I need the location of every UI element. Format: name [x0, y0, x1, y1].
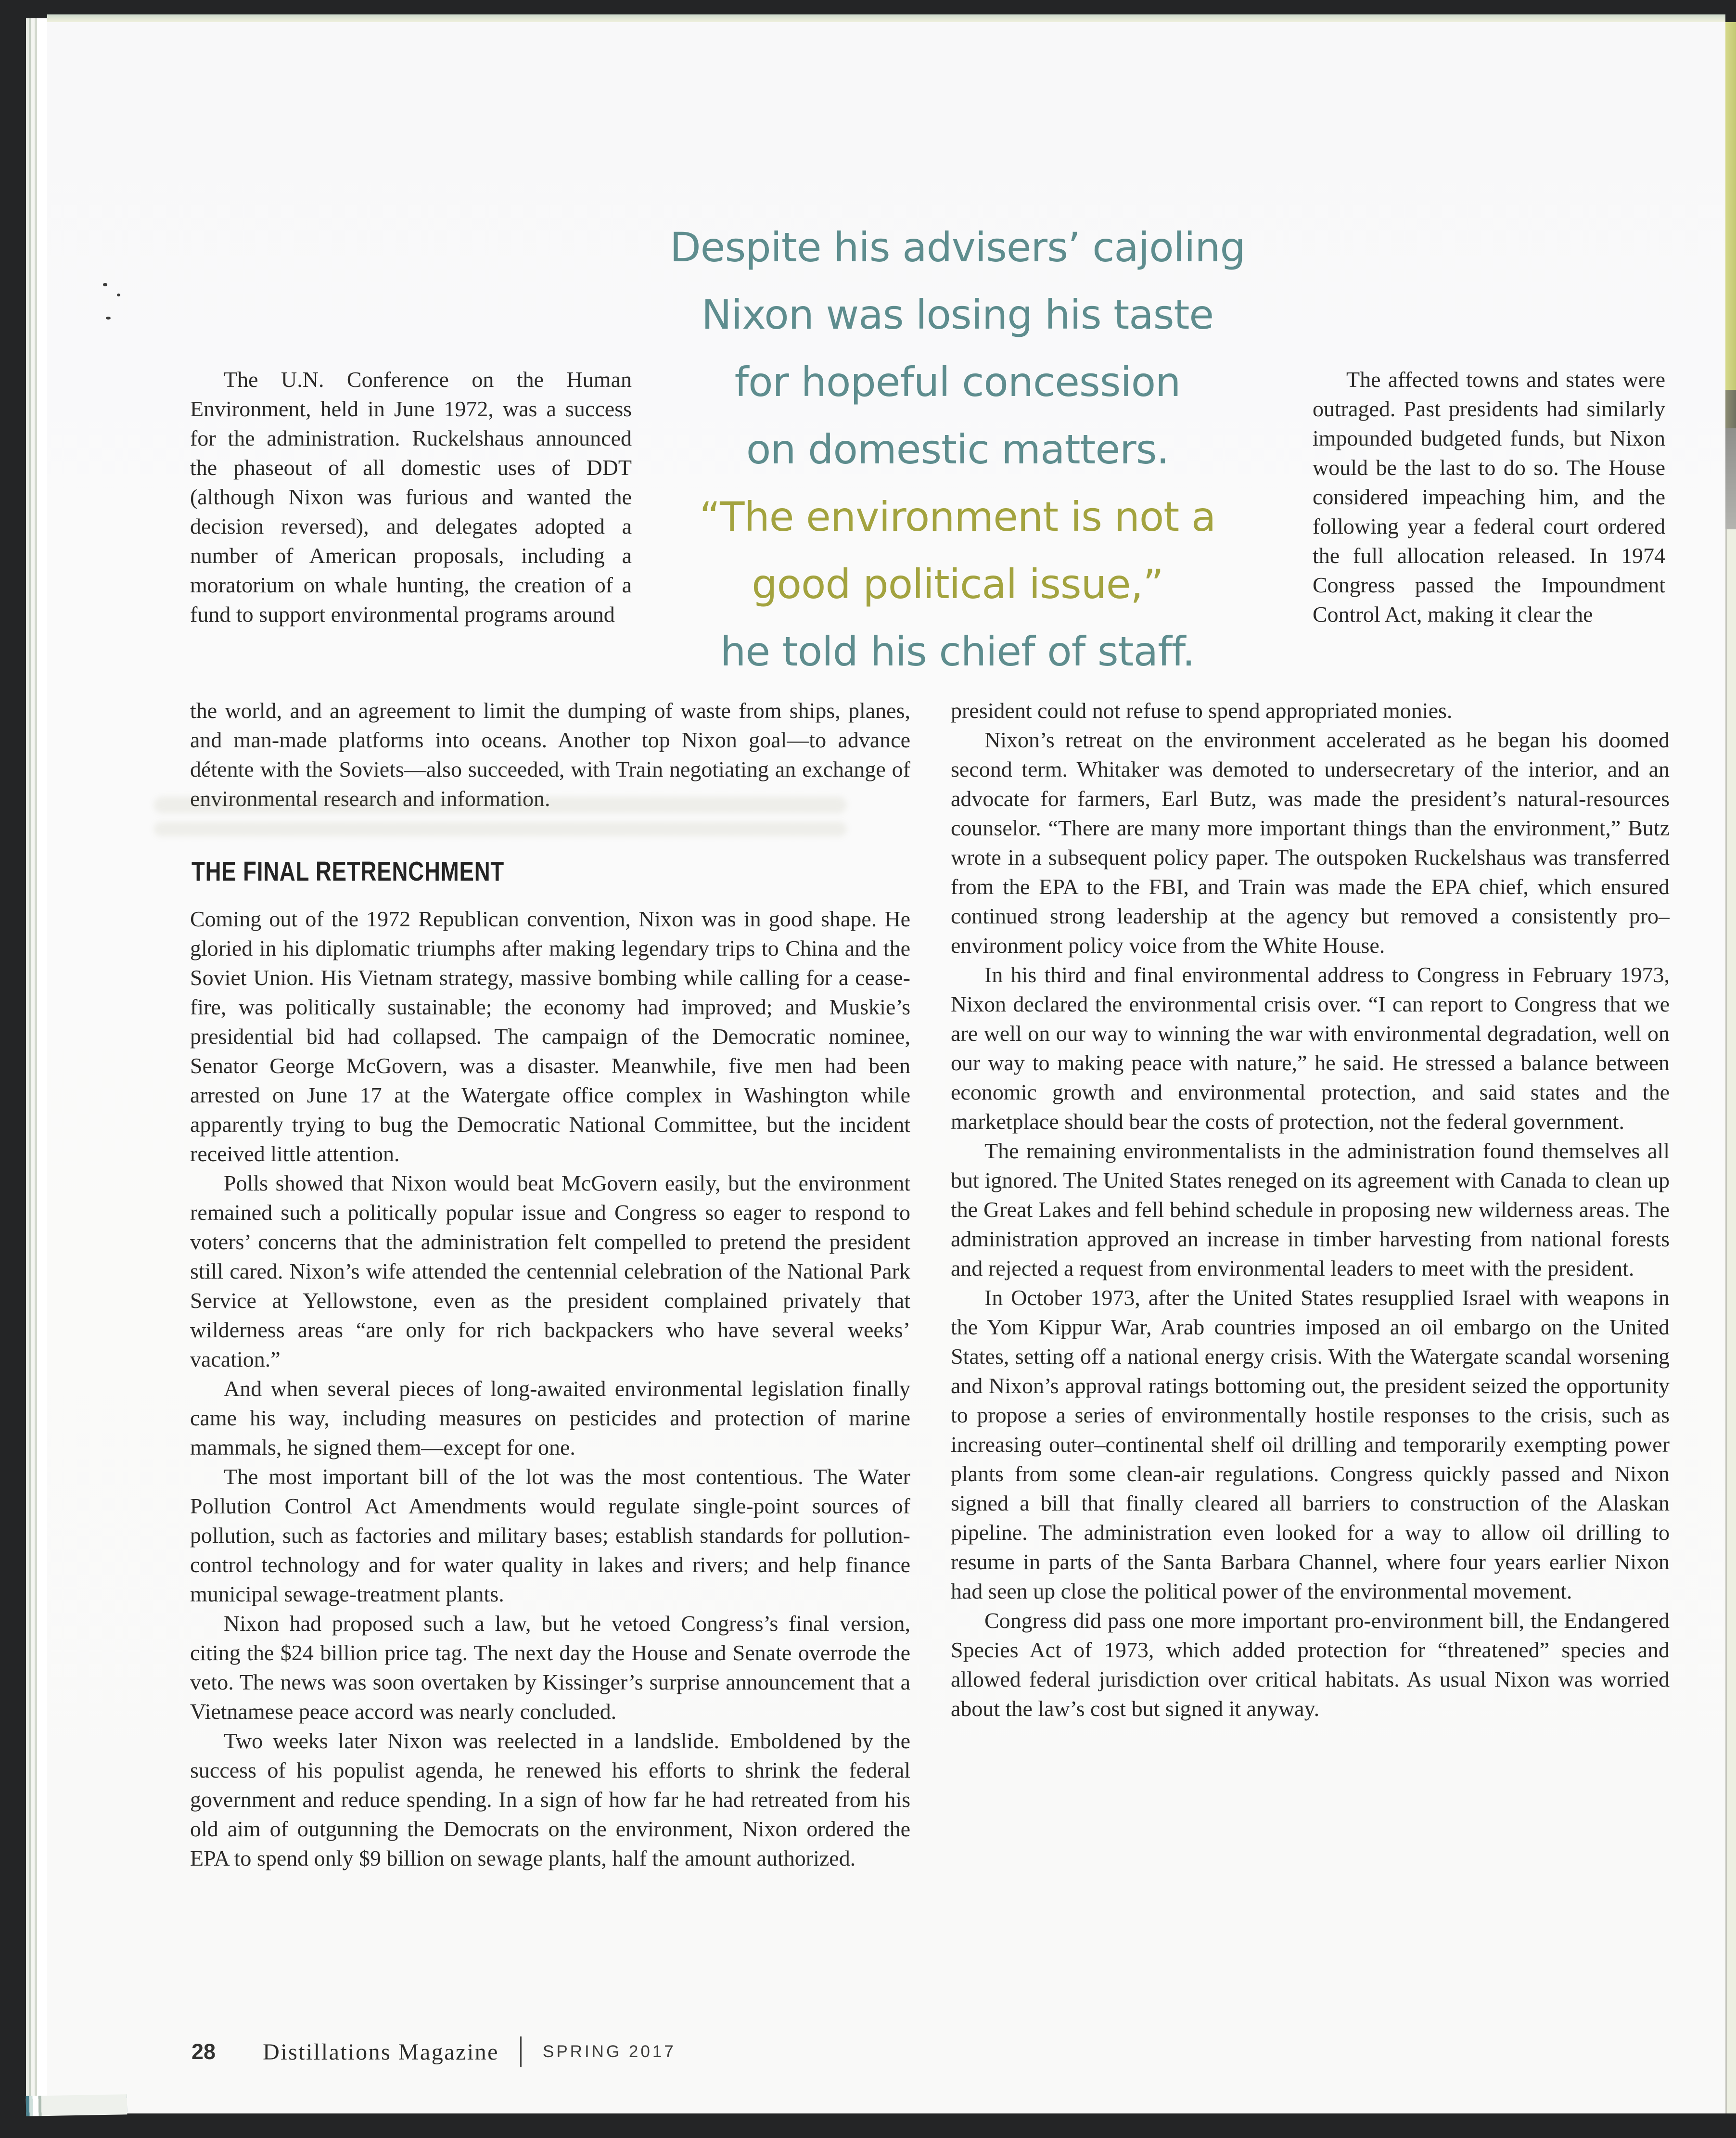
- page-footer: [191, 2034, 676, 2070]
- bleed-through-artifact: [154, 822, 847, 836]
- paragraph: Nixon’s retreat on the environment accelerated as he began his doomed second term. Whitaker was demoted to undersecretary of the interior, and an advocate for farmers, Earl Butz, was made the president’s natural-resources counselor. “There are many more important things than the environment,” Butz wrote in a subsequent policy paper. The outspoken Ruckelshaus was transferred from the EPA to the FBI, and Train was made the EPA chief, which ensured continued strong leadership at the agency but removed a consistently pro–environment policy voice from the White House.: [951, 728, 1670, 958]
- paragraph: president could not refuse to spend appropriated monies.: [951, 698, 1453, 723]
- pull-quote-line: Despite his advisers’ cajoling: [670, 224, 1245, 271]
- right-column-top: [1313, 365, 1665, 692]
- next-page-sliver-photo: [1725, 428, 1736, 529]
- right-column-body: [951, 696, 1670, 1995]
- pull-quote-line: for hopeful concession: [734, 358, 1181, 406]
- pull-quote-line: Nixon was losing his taste: [701, 291, 1214, 338]
- paragraph: The remaining environmentalists in the administration found themselves all but ignored. The United States reneged on its agreement with Canada to clean up the Great Lakes and fell behind schedule in proposing new wilderness areas. The administration approved an increase in timber harvesting from national forests and rejected a request from environmental leaders to meet with the president.: [951, 1139, 1670, 1280]
- pull-quote-line: good political issue,”: [752, 561, 1163, 608]
- footer-divider: [520, 2036, 522, 2067]
- paragraph: Coming out of the 1972 Republican convention, Nixon was in good shape. He gloried in his diplomatic triumphs after making legendary trips to China and the Soviet Union. His Vietnam strategy, massive bombing while calling for a cease-fire, was politically sustainable; the economy had improved; and Muskie’s presidential bid had collapsed. The campaign of the Democratic nominee, Senator George McGovern, was a disaster. Meanwhile, five men had been arrested on June 17 at the Watergate office complex in Washington while apparently trying to bug the Democratic National Committee, but the incident received little attention.: [190, 907, 910, 1166]
- section-heading: THE FINAL RETRENCHMENT: [191, 856, 505, 887]
- ink-speck: [103, 283, 107, 286]
- paragraph: Two weeks later Nixon was reelected in a landslide. Emboldened by the success of his populist agenda, he renewed his efforts to shrink the federal government and reduce spending. In a sign of how far he had retreated from his old aim of outgunning the Democrats on the environment, Nixon ordered the EPA to spend only $9 billion on sewage plants, half the amount authorized.: [190, 1728, 910, 1870]
- issue-label: SPRING 2017: [542, 2042, 676, 2061]
- paragraph: The affected towns and states were outraged. Past presidents had similarly impounded budgeted funds, but Nixon would be the last to do so. The House considered impeaching him, and the following year a federal court ordered the full allocation released. In 1974 Congress passed the Impoundment Control Act, making it clear the: [1313, 367, 1665, 627]
- next-page-sliver-yellow: [1725, 22, 1736, 390]
- pull-quote: [611, 214, 1304, 685]
- bleed-through-artifact: [154, 797, 847, 813]
- pull-quote-line: on domestic matters.: [746, 426, 1169, 473]
- paragraph: And when several pieces of long-awaited environmental legislation finally came his way, including measures on pesticides and protection of marine mammals, he signed them—except for one.: [190, 1376, 910, 1459]
- pull-quote-line: he told his chief of staff.: [720, 628, 1195, 675]
- left-column-body: [190, 904, 910, 1982]
- paragraph: the world, and an agreement to limit the dumping of waste from ships, planes, and man-made platforms into oceans. Another top Nixon goal—to advance détente with the Soviets—also succeeded, with Train negotiating an exchange of environmental research and information.: [190, 698, 910, 811]
- paragraph: Nixon had proposed such a law, but he vetoed Congress’s final version, citing the $24 billion price tag. The next day the House and Senate overrode the veto. The news was soon overtaken by Kissinger’s surprise announcement that a Vietnamese peace accord was nearly concluded.: [190, 1611, 910, 1724]
- page-edge-stack-corner: [26, 2094, 128, 2116]
- page-edge-stack-left: [26, 18, 47, 2102]
- magazine-name: Distillations Magazine: [263, 2039, 499, 2065]
- page-edge-stack-top: [47, 14, 1725, 22]
- ink-speck: [117, 294, 120, 296]
- paragraph: In his third and final environmental address to Congress in February 1973, Nixon declared the environmental crisis over. “I can report to Congress that we are well on our way to winning the war with environmental degradation, well on our way to making peace with nature,” he said. He stressed a balance between economic growth and environmental protection, and said states and the marketplace should bear the costs of protection, not the federal government.: [951, 962, 1670, 1134]
- left-column-top: [190, 365, 632, 692]
- paragraph: The U.N. Conference on the Human Environment, held in June 1972, was a success for the administration. Ruckelshaus announced the phaseout of all domestic uses of DDT (although Nixon was furious and wanted the decision reversed), and delegates adopted a number of American proposals, including a moratorium on whale hunting, the creation of a fund to support environmental programs around: [190, 367, 632, 627]
- magazine-page: [47, 22, 1725, 2113]
- next-page-sliver-light: [1725, 529, 1736, 2113]
- paragraph: Congress did pass one more important pro-environment bill, the Endangered Species Act of 1973, which added protection for “threatened” species and allowed federal jurisdiction over critical habitats. As usual Nixon was worried about the law’s cost but signed it anyway.: [951, 1608, 1670, 1721]
- paragraph: The most important bill of the lot was the most contentious. The Water Pollution Control Act Amendments would regulate single-point sources of pollution, such as factories and military bases; establish standards for pollution-control technology and for water quality in lakes and rivers; and help finance municipal sewage-treatment plants.: [190, 1464, 910, 1606]
- ink-speck: [106, 317, 111, 320]
- next-page-sliver-olive: [1725, 390, 1736, 428]
- paragraph: In October 1973, after the United States resupplied Israel with weapons in the Yom Kippur War, Arab countries imposed an oil embargo on the United States, setting off a national energy crisis. With the Watergate scandal worsening and Nixon’s approval ratings bottoming out, the president seized the opportunity to propose a series of environmentally hostile responses to the crisis, such as increasing outer–continental shelf oil drilling and temporarily exempting power plants from some clean-air regulations. Congress quickly passed and Nixon signed a bill that finally cleared all barriers to construction of the Alaskan pipeline. The administration even looked for a way to allow oil drilling to resume in parts of the Santa Barbara Channel, where four years earlier Nixon had seen up close the political power of the environmental movement.: [951, 1285, 1670, 1603]
- pull-quote-line: “The environment is not a: [699, 493, 1216, 540]
- paragraph: Polls showed that Nixon would beat McGovern easily, but the environment remained such a politically popular issue and Congress so eager to respond to voters’ concerns that the administration felt compelled to pretend the president still cared. Nixon’s wife attended the centennial celebration of the National Park Service at Yellowstone, even as the president complained privately that wilderness areas “are only for rich backpackers who have several weeks’ vacation.”: [190, 1171, 910, 1371]
- page-number: 28: [191, 2039, 216, 2064]
